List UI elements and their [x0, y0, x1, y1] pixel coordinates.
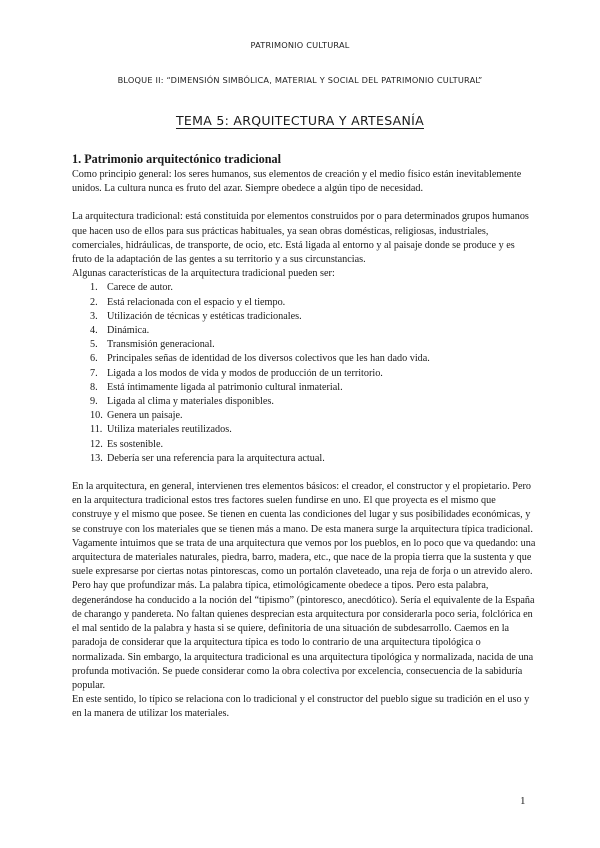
header-bloque: BLOQUE II: “DIMENSIÓN SIMBÓLICA, MATERIAL Y SOCIAL DEL PATRIMONIO CULTURAL” [117, 75, 483, 85]
list-item-text: Está relacionada con el espacio y el tiempo. [107, 296, 286, 308]
list-item-number: 4. [90, 325, 98, 337]
definition-paragraph: La arquitectura tradicional: está constituida por elementos construidos por o para determinados grupos humanos que hacen uso de ellos para sus prácticas habituales, ya sean obras domésticas, religiosas, industriales, comerciales, hidráulicas, de transporte, de ocio, etc. Está ligada al entorno y al paisaje donde se produce y es fruto de la adaptación de las gentes a su territorio y a sus circunstancias. [72, 211, 529, 266]
list-item-text: Principales señas de identidad de los diversos colectivos que les han dado vida. [107, 353, 430, 365]
list-item-number: 7. [90, 367, 98, 379]
list-item-text: Utiliza materiales reutilizados. [107, 424, 232, 436]
list-item-text: Ligada al clima y materiales disponibles. [107, 396, 274, 408]
document-body [72, 152, 536, 722]
list-item [72, 395, 536, 409]
intro-paragraph: Como principio general: los seres humanos, sus elementos de creación y el medio físico están inevitablemente unidos. La cultura nunca es fruto del azar. Siempre obedece a algún tipo de necesidad. [72, 169, 522, 195]
list-item-number: 13. [90, 452, 103, 464]
tema-title [0, 113, 600, 128]
list-item-text: Transmisión generacional. [107, 339, 215, 351]
main-paragraph: En la arquitectura, en general, intervienen tres elementos básicos: el creador, el constructor y el propietario. Pero en la arquitectura tradicional estos tres factores suelen fundirse en uno. El que proyecta es el mismo que construye y el mismo que posee. Se tienen en cuenta las condiciones del lugar y sus posibilidades económicas, y se construye con los materiales que se tienen más a mano. De esta manera surge la arquitectura típica tradicional. Vagamente intuimos que se trata de una arquitectura que vemos por los pueblos, en lo poco que va quedando: una arquitectura de materiales naturales, piedra, barro, madera, etc., que nace de la propia tierra que la sustenta y que suele expresarse por ciertas notas pintorescas, como un portalón claveteado, una reja de forja o un atrevido alero. Pero hay que profundizar más. La palabra típica, etimológicamente obedece a tipos. Pero esta palabra, degenerándose ha conducido a la noción del “tipismo” (pintoresco, anecdótico). Sería el equivalente de la España de charango y pandereta. No faltan quienes desprecian esta arquitectura por considerarla poco seria, folclórica en el mal sentido de la palabra y hasta si se quiere, definitoria de una situación de subdesarrollo. Caemos en la paradoja de considerar que la arquitectura típica es todo lo contrario de una arquitectura tipológica o normalizada. Sin embargo, la arquitectura tradicional es una arquitectura tipológica y normalizada, nacida de una profunda motivación. Se puede considerar como la obra colectiva por excelencia, consecuencia de la sabiduría popular. [72, 481, 536, 691]
section-title: 1. Patrimonio arquitectónico tradicional [72, 152, 281, 166]
list-item-number: 3. [90, 310, 98, 322]
list-item-text: Debería ser una referencia para la arquitectura actual. [107, 452, 325, 464]
list-item-text: Está íntimamente ligada al patrimonio cultural inmaterial. [107, 381, 343, 393]
list-item [72, 296, 536, 310]
list-item [72, 310, 536, 324]
list-item-number: 10. [90, 410, 103, 422]
list-item-text: Ligada a los modos de vida y modos de producción de un territorio. [107, 367, 383, 379]
list-item [72, 409, 536, 423]
list-item [72, 281, 536, 295]
header-title: PATRIMONIO CULTURAL [250, 40, 350, 50]
list-item-text: Dinámica. [107, 325, 150, 337]
characteristics-list [72, 281, 536, 466]
list-item [72, 381, 536, 395]
list-item [72, 338, 536, 352]
list-item-text: Genera un paisaje. [107, 410, 183, 422]
list-item-number: 12. [90, 438, 103, 450]
tema-title-text: TEMA 5: ARQUITECTURA Y ARTESANÍA [175, 113, 424, 128]
list-item [72, 452, 536, 466]
page-number: 1 [520, 795, 526, 807]
list-item-number: 9. [90, 396, 98, 408]
list-item-number: 2. [90, 296, 98, 308]
list-item-number: 8. [90, 381, 98, 393]
list-item [72, 438, 536, 452]
list-item [72, 324, 536, 338]
list-intro: Algunas características de la arquitectura tradicional pueden ser: [72, 268, 335, 280]
list-item-text: Es sostenible. [107, 438, 164, 450]
list-item-number: 11. [90, 424, 103, 436]
list-item-number: 1. [90, 282, 98, 294]
list-item-text: Carece de autor. [107, 282, 173, 294]
spacer [72, 466, 536, 480]
list-item [72, 423, 536, 437]
list-item [72, 367, 536, 381]
list-item-number: 5. [90, 339, 98, 351]
list-item-number: 6. [90, 353, 98, 365]
spacer [72, 196, 536, 210]
list-item-text: Utilización de técnicas y estéticas tradicionales. [107, 310, 302, 322]
final-paragraph: En este sentido, lo típico se relaciona con lo tradicional y el constructor del pueblo sigue su tradición en el uso y en la manera de utilizar los materiales. [72, 694, 530, 720]
list-item [72, 352, 536, 366]
